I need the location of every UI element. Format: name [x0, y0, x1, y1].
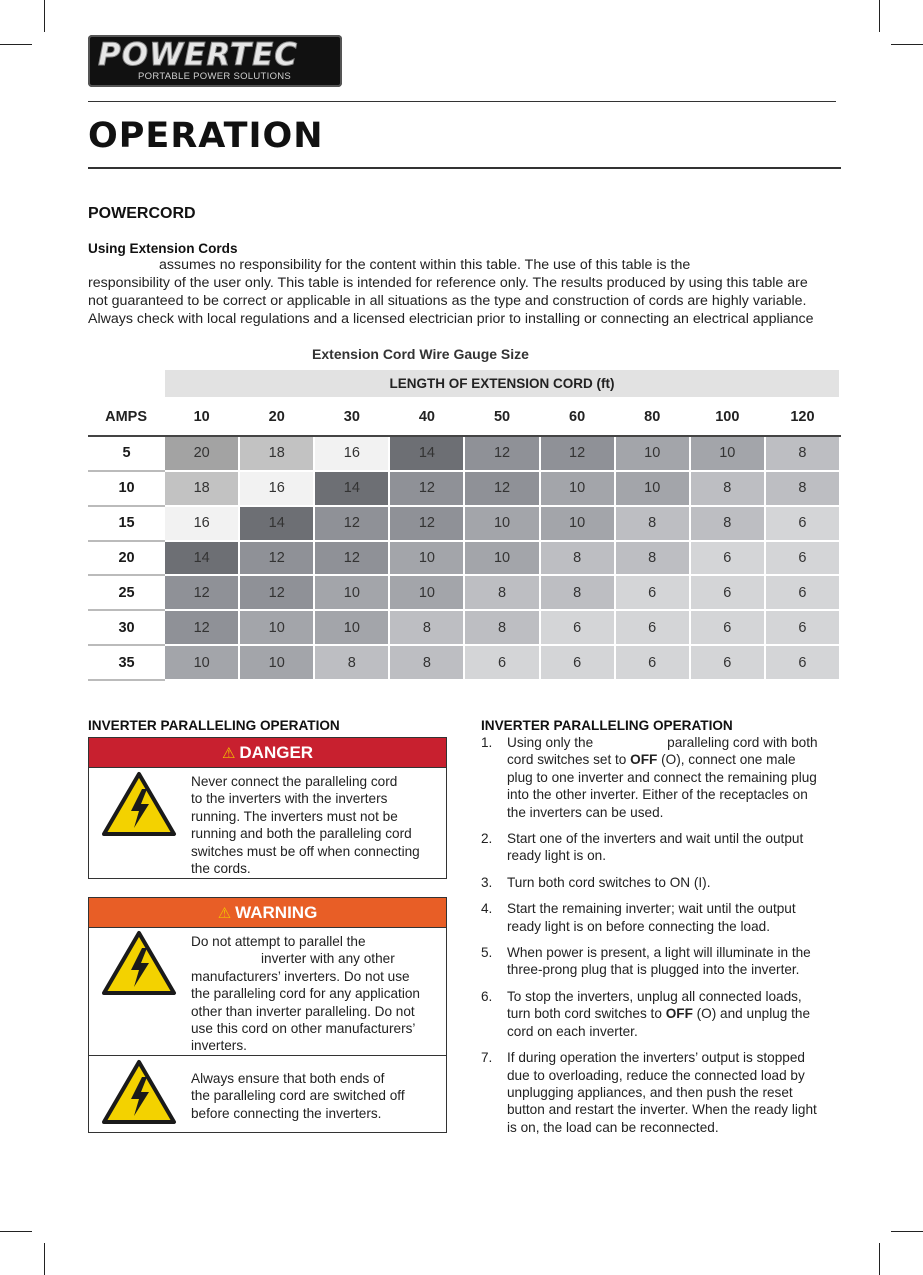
- step-text: ready light is on.: [507, 848, 606, 864]
- table-row: [89, 575, 840, 610]
- step-text: button and restart the inverter. When the ready light: [507, 1102, 817, 1118]
- paragraph-line: not guaranteed to be correct or applicable in all situations as the type and construction of cords are highly variable.: [88, 293, 807, 309]
- gauge-cell: 12: [389, 471, 464, 506]
- step-text: the inverters can be used.: [507, 804, 664, 820]
- paragraph-line: Always check with local regulations and a licensed electrician prior to installing or connecting an electrical appliance: [88, 311, 814, 327]
- length-column-header: 20: [239, 398, 314, 436]
- left-heading: INVERTER PARALLELING OPERATION: [88, 718, 340, 733]
- crop-mark: [891, 1231, 923, 1232]
- gauge-cell: 6: [765, 575, 840, 610]
- gauge-cell: 8: [464, 610, 539, 645]
- step-text: Using only the: [507, 735, 594, 750]
- gauge-cell: 6: [464, 645, 539, 680]
- gauge-cell: 8: [615, 541, 690, 576]
- gauge-cell: 8: [765, 471, 840, 506]
- table-row: [89, 471, 840, 506]
- step-number: 2.: [481, 831, 493, 847]
- step-item: [481, 988, 846, 1040]
- chart-title: Extension Cord Wire Gauge Size: [312, 346, 529, 362]
- paragraph-line: responsibility of the user only. This table is intended for reference only. The results produced by using this table are: [88, 275, 808, 291]
- gauge-cell: 8: [389, 610, 464, 645]
- warning-line: Do not attempt to parallel the: [191, 934, 366, 949]
- step-text: cord switches set to: [507, 752, 627, 768]
- amps-header: AMPS: [89, 398, 164, 436]
- extension-paragraph: [88, 256, 814, 328]
- step-text: ready light is on before connecting the load.: [507, 918, 770, 934]
- step-number: 5.: [481, 945, 493, 961]
- table-row: [89, 645, 840, 680]
- warning-line: use this cord on other manufacturers’: [191, 1021, 416, 1037]
- gauge-cell: 10: [540, 506, 615, 541]
- step-text: Start one of the inverters and wait until the output: [507, 831, 804, 847]
- gauge-cell: 12: [464, 436, 539, 471]
- table-row: [89, 610, 840, 645]
- wire-gauge-table: [88, 368, 841, 681]
- gauge-cell: 10: [540, 471, 615, 506]
- step-text: Turn both cord switches to ON (I).: [507, 874, 711, 890]
- gauge-cell: 10: [164, 645, 239, 680]
- gauge-cell: 12: [239, 575, 314, 610]
- gauge-cell: 8: [540, 575, 615, 610]
- extension-heading: Using Extension Cords: [88, 241, 238, 256]
- amps-cell: 30: [89, 610, 164, 645]
- electric-hazard-icon: [101, 1059, 177, 1125]
- gauge-cell: 8: [765, 436, 840, 471]
- gauge-cell: 12: [164, 610, 239, 645]
- paralleling-steps: [481, 734, 846, 1145]
- electric-hazard-icon: [101, 930, 177, 996]
- gauge-cell: 10: [239, 610, 314, 645]
- warning-triangle-icon: ⚠: [217, 904, 232, 922]
- step-number: 4.: [481, 901, 493, 917]
- gauge-cell: 8: [314, 645, 389, 680]
- crop-mark: [44, 1243, 45, 1275]
- gauge-cell: 12: [314, 541, 389, 576]
- warning-text-2: [191, 1070, 405, 1122]
- gauge-cell: 8: [690, 471, 765, 506]
- danger-text: [191, 773, 420, 877]
- warning-section-1: [89, 928, 446, 1055]
- gauge-cell: 12: [540, 436, 615, 471]
- gauge-cell: 10: [464, 506, 539, 541]
- gauge-cell: 6: [690, 541, 765, 576]
- gauge-cell: 14: [164, 541, 239, 576]
- gauge-cell: 18: [164, 471, 239, 506]
- gauge-cell: 10: [389, 541, 464, 576]
- amps-cell: 5: [89, 436, 164, 471]
- crop-mark: [879, 1243, 880, 1275]
- gauge-cell: 18: [239, 436, 314, 471]
- brand-logo: [88, 35, 342, 87]
- gauge-cell: 8: [464, 575, 539, 610]
- step-item: [481, 900, 846, 935]
- gauge-cell: 6: [690, 610, 765, 645]
- table-row: [89, 436, 840, 471]
- gauge-cell: 12: [464, 471, 539, 506]
- crop-mark: [879, 0, 880, 32]
- brand-tagline: PORTABLE POWER SOLUTIONS: [138, 71, 292, 82]
- gauge-cell: 12: [389, 506, 464, 541]
- step-text: (O) and unplug the: [692, 1006, 811, 1022]
- gauge-cell: 14: [389, 436, 464, 471]
- length-column-header: 30: [314, 398, 389, 436]
- gauge-cell: 6: [540, 645, 615, 680]
- danger-line: Never connect the paralleling cord: [191, 774, 398, 789]
- gauge-cell: 10: [389, 575, 464, 610]
- step-text: due to overloading, reduce the connected load by: [507, 1067, 805, 1083]
- warning-text-1: [191, 933, 420, 1055]
- gauge-cell: 12: [239, 541, 314, 576]
- gauge-cell: 16: [239, 471, 314, 506]
- length-column-header: 40: [389, 398, 464, 436]
- crop-mark: [891, 44, 923, 45]
- gauge-cell: 6: [615, 610, 690, 645]
- step-text: three-prong plug that is plugged into the inverter.: [507, 962, 800, 978]
- gauge-cell: 14: [314, 471, 389, 506]
- danger-line: running and both the paralleling cord: [191, 826, 412, 842]
- step-number: 7.: [481, 1050, 493, 1066]
- gauge-cell: 16: [314, 436, 389, 471]
- warning-line: inverter with any other: [261, 951, 395, 967]
- brand-name: POWERTEC: [98, 37, 298, 73]
- right-heading: INVERTER PARALLELING OPERATION: [481, 718, 733, 733]
- gauge-cell: 16: [164, 506, 239, 541]
- gauge-cell: 10: [314, 610, 389, 645]
- gauge-cell: 10: [690, 436, 765, 471]
- step-text: into the other inverter. Either of the receptacles on: [507, 787, 808, 803]
- title-rule: [88, 167, 841, 169]
- warning-line: the paralleling cord for any application: [191, 986, 420, 1002]
- step-number: 3.: [481, 874, 493, 890]
- gauge-cell: 8: [615, 506, 690, 541]
- length-column-header: 120: [765, 398, 840, 436]
- gauge-cell: 6: [690, 645, 765, 680]
- gauge-cell: 6: [765, 645, 840, 680]
- warning-section-2: [89, 1055, 446, 1131]
- electric-hazard-icon: [101, 771, 177, 837]
- off-keyword: OFF: [665, 1006, 693, 1022]
- gauge-cell: 6: [765, 541, 840, 576]
- warning-banner: [89, 898, 446, 928]
- danger-section: [89, 768, 446, 877]
- table-row: [89, 541, 840, 576]
- gauge-cell: 6: [615, 645, 690, 680]
- gauge-cell: 8: [690, 506, 765, 541]
- step-number: 1.: [481, 735, 493, 750]
- step-text: is on, the load can be reconnected.: [507, 1119, 719, 1135]
- gauge-cell: 10: [615, 436, 690, 471]
- length-column-header: 10: [164, 398, 239, 436]
- length-column-header: 50: [464, 398, 539, 436]
- step-text: To stop the inverters, unplug all connected loads,: [507, 988, 802, 1004]
- step-text: (O), connect one male: [657, 752, 796, 768]
- gauge-cell: 8: [540, 541, 615, 576]
- amps-cell: 35: [89, 645, 164, 680]
- danger-line: the cords.: [191, 861, 251, 877]
- amps-cell: 25: [89, 575, 164, 610]
- length-column-header: 60: [540, 398, 615, 436]
- warning-line: inverters.: [191, 1038, 247, 1054]
- amps-cell: 15: [89, 506, 164, 541]
- crop-mark: [0, 44, 32, 45]
- warning-line: other than inverter paralleling. Do not: [191, 1003, 415, 1019]
- gauge-cell: 10: [314, 575, 389, 610]
- warning-line: Always ensure that both ends of: [191, 1071, 385, 1086]
- step-text: plug to one inverter and connect the remaining plug: [507, 769, 817, 785]
- gauge-cell: 12: [164, 575, 239, 610]
- table-row: [89, 506, 840, 541]
- step-item: [481, 830, 846, 865]
- warning-line: before connecting the inverters.: [191, 1105, 382, 1121]
- danger-banner: [89, 738, 446, 768]
- step-text: When power is present, a light will illuminate in the: [507, 945, 811, 961]
- step-item: [481, 874, 846, 891]
- length-header: LENGTH OF EXTENSION CORD (ft): [164, 369, 840, 398]
- paragraph-line: assumes no responsibility for the content within this table. The use of this table is the: [159, 257, 691, 273]
- off-keyword: OFF: [630, 752, 658, 768]
- step-text: cord on each inverter.: [507, 1023, 638, 1039]
- warning-line: manufacturers’ inverters. Do not use: [191, 968, 410, 984]
- gauge-cell: 20: [164, 436, 239, 471]
- gauge-cell: 6: [765, 506, 840, 541]
- step-text: paralleling cord with both: [667, 735, 818, 750]
- section-title: POWERCORD: [88, 205, 196, 222]
- warning-triangle-icon: ⚠: [221, 744, 236, 762]
- length-column-header: 100: [690, 398, 765, 436]
- page-title: OPERATION: [88, 116, 324, 156]
- header-rule: [88, 101, 836, 102]
- crop-mark: [0, 1231, 32, 1232]
- gauge-cell: 10: [239, 645, 314, 680]
- warning-box: [88, 897, 447, 1133]
- danger-label: DANGER: [239, 742, 314, 762]
- step-text: If during operation the inverters’ output is stopped: [507, 1050, 805, 1066]
- warning-label: WARNING: [235, 902, 318, 922]
- warning-line: the paralleling cord are switched off: [191, 1088, 405, 1104]
- step-item: [481, 734, 846, 821]
- step-text: Start the remaining inverter; wait until the output: [507, 901, 796, 917]
- crop-mark: [44, 0, 45, 32]
- gauge-cell: 10: [464, 541, 539, 576]
- step-item: [481, 944, 846, 979]
- step-number: 6.: [481, 988, 493, 1004]
- danger-line: switches must be off when connecting: [191, 843, 420, 859]
- amps-cell: 10: [89, 471, 164, 506]
- gauge-cell: 6: [765, 610, 840, 645]
- gauge-cell: 6: [540, 610, 615, 645]
- gauge-cell: 6: [615, 575, 690, 610]
- gauge-cell: 8: [389, 645, 464, 680]
- step-text: turn both cord switches to: [507, 1006, 662, 1022]
- corner-cell: [89, 369, 164, 398]
- step-item: [481, 1049, 846, 1136]
- amps-cell: 20: [89, 541, 164, 576]
- gauge-cell: 6: [690, 575, 765, 610]
- danger-line: running. The inverters must not be: [191, 808, 398, 824]
- gauge-cell: 10: [615, 471, 690, 506]
- gauge-cell: 12: [314, 506, 389, 541]
- length-column-header: 80: [615, 398, 690, 436]
- danger-line: to the inverters with the inverters: [191, 791, 388, 807]
- danger-box: [88, 737, 447, 879]
- step-text: unplugging appliances, and then push the reset: [507, 1084, 793, 1100]
- gauge-cell: 14: [239, 506, 314, 541]
